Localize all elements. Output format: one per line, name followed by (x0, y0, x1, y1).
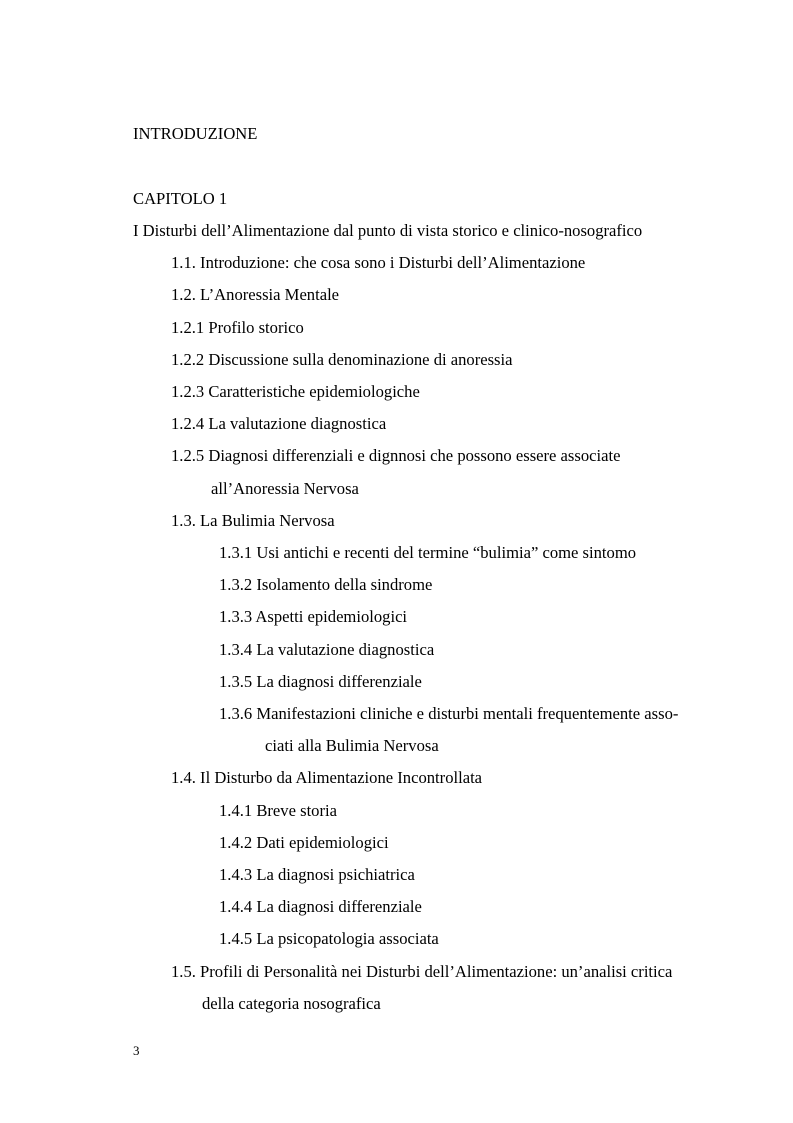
toc-entry-1-2-3: 1.2.3 Caratteristiche epidemiologiche (171, 382, 420, 401)
chapter-label: CAPITOLO 1 (133, 189, 228, 208)
page-number: 3 (133, 1043, 140, 1058)
toc-entry-1-5: 1.5. Profili di Personalità nei Disturbi dell’Alimentazione: un’analisi critica (171, 962, 673, 981)
toc-entry-1-2-4: 1.2.4 La valutazione diagnostica (171, 414, 387, 433)
toc-entry-1-3-3: 1.3.3 Aspetti epidemiologici (219, 607, 408, 626)
toc-entry-1-2-1: 1.2.1 Profilo storico (171, 318, 304, 337)
chapter-title: I Disturbi dell’Alimentazione dal punto di vista storico e clinico-nosografico (133, 221, 643, 240)
toc-entry-1-4-1: 1.4.1 Breve storia (219, 801, 337, 820)
toc-entry-1-3-4: 1.3.4 La valutazione diagnostica (219, 640, 435, 659)
toc-entry-1-2: 1.2. L’Anoressia Mentale (171, 285, 340, 304)
toc-entry-1-4-5: 1.4.5 La psicopatologia associata (219, 929, 439, 948)
toc-entry-1-3: 1.3. La Bulimia Nervosa (171, 511, 335, 530)
toc-entry-1-4-4: 1.4.4 La diagnosi differenziale (219, 897, 422, 916)
toc-entry-1-5-continuation: della categoria nosografica (202, 994, 381, 1013)
toc-entry-1-4-2: 1.4.2 Dati epidemiologici (219, 833, 389, 852)
toc-entry-1-3-2: 1.3.2 Isolamento della sindrome (219, 575, 433, 594)
introduction-heading: INTRODUZIONE (133, 124, 258, 143)
toc-entry-1-4-3: 1.4.3 La diagnosi psichiatrica (219, 865, 415, 884)
toc-entry-1-2-2: 1.2.2 Discussione sulla denominazione di anoressia (171, 350, 513, 369)
toc-entry-1-2-5-continuation: all’Anoressia Nervosa (211, 479, 359, 498)
toc-entry-1-3-6: 1.3.6 Manifestazioni cliniche e disturbi mentali frequentemente asso- (219, 704, 679, 723)
toc-entry-1-3-6-continuation: ciati alla Bulimia Nervosa (265, 736, 439, 755)
toc-entry-1-4: 1.4. Il Disturbo da Alimentazione Incontrollata (171, 768, 483, 787)
toc-entry-1-3-1: 1.3.1 Usi antichi e recenti del termine “bulimia” come sintomo (219, 543, 637, 562)
toc-entry-1-3-5: 1.3.5 La diagnosi differenziale (219, 672, 422, 691)
toc-entry-1-1: 1.1. Introduzione: che cosa sono i Disturbi dell’Alimentazione (171, 253, 586, 272)
toc-entry-1-2-5: 1.2.5 Diagnosi differenziali e dignnosi che possono essere associate (171, 446, 621, 465)
